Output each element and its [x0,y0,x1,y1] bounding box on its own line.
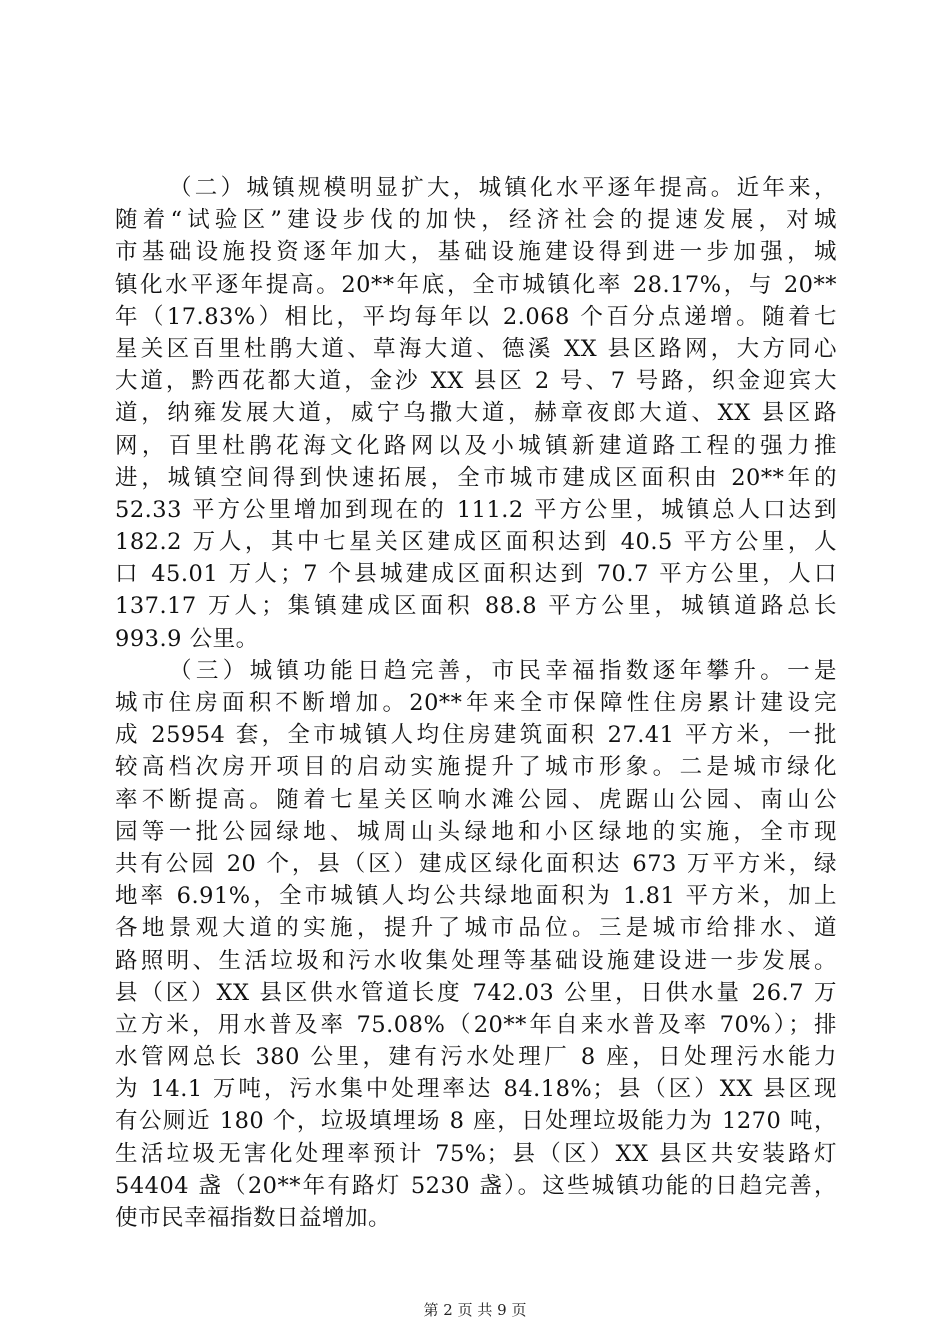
paragraph-line: 立方米，用水普及率 75.08%（20**年自来水普及率 70%）；排 [115,1011,837,1038]
paragraph-line: 道，纳雍发展大道，威宁乌撒大道，赫章夜郎大道、XX 县区路 [115,400,837,427]
paragraph-line: 为 14.1 万吨，污水集中处理率达 84.18%；县（区）XX 县区现 [115,1076,837,1103]
paragraph-line: 星关区百里杜鹃大道、草海大道、德溪 XX 县区路网，大方同心 [115,335,837,362]
paragraph-line: 大道，黔西花都大道，金沙 XX 县区 2 号、7 号路，织金迎宾大 [115,368,837,395]
paragraph-line: 使市民幸福指数日益增加。 [115,1205,392,1231]
paragraph-line: 镇化水平逐年提高。20**年底，全市城镇化率 28.17%，与 20** [115,271,837,298]
paragraph-line: 进，城镇空间得到快速拓展，全市城市建成区面积由 20**年的 [115,464,837,491]
paragraph-line: 口 45.01 万人；7 个县城建成区面积达到 70.7 平方公里，人口 [115,561,837,588]
paragraph-line: 园等一批公园绿地、城周山头绿地和小区绿地的实施，全市现 [115,818,837,845]
paragraph-line: 县（区）XX 县区供水管道长度 742.03 公里，日供水量 26.7 万 [115,979,837,1006]
paragraph-line: 城市住房面积不断增加。20**年来全市保障性住房累计建设完 [115,690,837,716]
body-text [115,172,837,1234]
paragraph-line: 生活垃圾无害化处理率预计 75%；县（区）XX 县区共安装路灯 [115,1140,837,1167]
paragraph-line: （二）城镇规模明显扩大，城镇化水平逐年提高。近年来， [169,175,837,201]
paragraph-line: 率不断提高。随着七星关区响水滩公园、虎踞山公园、南山公 [115,786,837,813]
paragraph-line: 各地景观大道的实施，提升了城市品位。三是城市给排水、道 [115,915,837,942]
paragraph-line: 路照明、生活垃圾和污水收集处理等基础设施建设进一步发展。 [115,947,837,974]
paragraph-line: 993.9 公里。 [115,625,259,652]
paragraph-line: 有公厕近 180 个，垃圾填埋场 8 座，日处理垃圾能力为 1270 吨， [115,1108,837,1135]
paragraph-line: 水管网总长 380 公里，建有污水处理厂 8 座，日处理污水能力 [115,1044,837,1071]
paragraph-line: 年（17.83%）相比，平均每年以 2.068 个百分点递增。随着七 [115,303,837,330]
paragraph-line: 成 25954 套，全市城镇人均住房建筑面积 27.41 平方米，一批 [115,722,837,749]
paragraph-line: 较高档次房开项目的启动实施提升了城市形象。二是城市绿化 [115,754,837,781]
paragraph-line: 市基础设施投资逐年加大，基础设施建设得到进一步加强，城 [115,239,837,266]
paragraph-line: （三）城镇功能日趋完善，市民幸福指数逐年攀升。一是 [169,657,837,684]
paragraph-line: 137.17 万人；集镇建成区面积 88.8 平方公里，城镇道路总长 [115,593,837,620]
paragraph-line: 52.33 平方公里增加到现在的 111.2 平方公里，城镇总人口达到 [115,496,837,523]
paragraph-line: 共有公园 20 个，县（区）建成区绿化面积达 673 万平方米，绿 [115,850,837,877]
page-footer: 第 2 页 共 9 页 [423,1301,527,1319]
paragraph-line: 网，百里杜鹃花海文化路网以及小城镇新建道路工程的强力推 [115,432,837,459]
paragraph-line: 182.2 万人，其中七星关区建成区面积达到 40.5 平方公里，人 [115,529,837,556]
paragraph-line: 54404 盏（20**年有路灯 5230 盏）。这些城镇功能的日趋完善， [115,1172,837,1199]
paragraph-line: 地率 6.91%，全市城镇人均公共绿地面积为 1.81 平方米，加上 [115,883,837,910]
paragraph-line: 随着“试验区”建设步伐的加快，经济社会的提速发展，对城 [115,207,837,234]
